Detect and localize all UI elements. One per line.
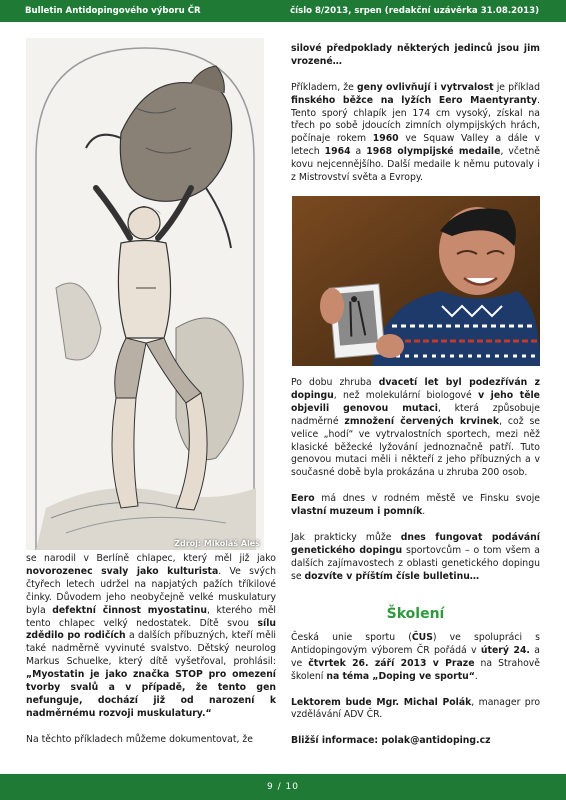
header-bar [0, 0, 566, 22]
issue-info: číslo 8/2013, srpen (redakční uzávěrka 31.08.2013) [290, 6, 539, 16]
contact-paragraph: Bližší informace: polak@antidoping.cz [291, 735, 491, 747]
man-holding-photograph-photo-icon [292, 196, 540, 366]
strongman-illustration [26, 38, 264, 550]
illustration-credit: Zdroj: Mikoláš Aleš [174, 539, 260, 548]
next-issue-paragraph: Jak prakticky může dnes fungovat podávání genetického dopingu sportovcům – o tom všem a dalších zajímavostech z oblasti genetického dopingu se dozvíte v příštím čísle bulletinu… [291, 531, 540, 582]
section-heading-training: Školení [386, 606, 445, 622]
right-column-top-text [291, 43, 540, 198]
eero-intro-paragraph: Příkladem, že geny ovlivňují i vytrvalost je příklad finského běžce na lyžích Eero Maentyranty. Tento sporý chlapík jen 174 cm vysoký, získal na třech po sobě jdoucích zimních olympijských hrách, počínaje rokem 1960 ve Squaw Valley a dále v letech 1964 a 1968 olympijské medaile, včetně kovu nejcennějšího. Další medaile k němu putovaly i z Mistrovství světa a Evropy. [291, 81, 541, 184]
contact-email-link[interactable]: polak@antidoping.cz [381, 735, 491, 747]
footer-bar [0, 774, 566, 800]
myostatin-paragraph: se narodil v Berlíně chlapec, který měl již jako novorozenec svaly jako kulturista. Ve svých čtyřech letech udržel na napjatých pažích tříkilové činky. Důvodem jeho neobyčejně velké muskulatury byla defektní činnost myostatinu, kterého měl tento chlapec velký nedostatek. Dítě svou sílu zdědilo po rodičích a dalších příbuzných, kteří měli také nadměrně vyvinuté svalstvo. Dětský neurolog Markus Schuelke, který dítě vyšetřoval, prohlásil: „Myostatin je jako značka STOP pro omezení tvorby svalů a v případě, že tento gen nefunguje, dochází již od narození k nadměrnému rozvoji muskulatury.“ [26, 553, 276, 719]
page-number: 9 / 10 [267, 782, 299, 792]
lecturer-paragraph: Lektorem bude Mgr. Michal Polák, manager pro vzdělávání ADV ČR. [291, 696, 541, 721]
eero-photo [292, 196, 540, 366]
examples-paragraph: Na těchto příkladech můžeme dokumentovat, že [26, 733, 254, 745]
doping-suspicion-paragraph: Po dobu zhruba dvacetí let byl podezříván z dopingu, než molekulární biologové v jeho těle objevili genovou mutaci, která způsobuje nadměrné zmnožení červených krvinek, což se velice „hodí“ ve vytrvalostních sportech, mezi něž klasické běžecké lyžování jednoznačně patří. Tuto genovou mutaci měli i někteří z jeho příbuzných a v současné době byla prokázána u zhruba 200 osob. [291, 377, 541, 479]
right-column-middle-text [291, 377, 540, 596]
museum-paragraph: Eero má dnes v rodném městě ve Finsku svoje vlastní muzeum i pomník. [291, 493, 540, 518]
inherited-strength-paragraph: silové předpoklady některých jedinců jsou jim vrozené… [291, 43, 540, 67]
bulletin-title: Bulletin Antidopingového výboru ČR [25, 6, 201, 16]
left-column-text [26, 553, 276, 759]
right-column-bottom-text [291, 632, 540, 761]
strongman-wrestling-bear-illustration-icon [26, 38, 264, 550]
training-announcement-paragraph: Česká unie sportu (ČUS) ve spolupráci s Antidopingovým výborem ČR pořádá v úterý 24. a ve čtvrtek 26. září 2013 v Praze na Strahově školení na téma „Doping ve sportu“. [291, 632, 541, 682]
